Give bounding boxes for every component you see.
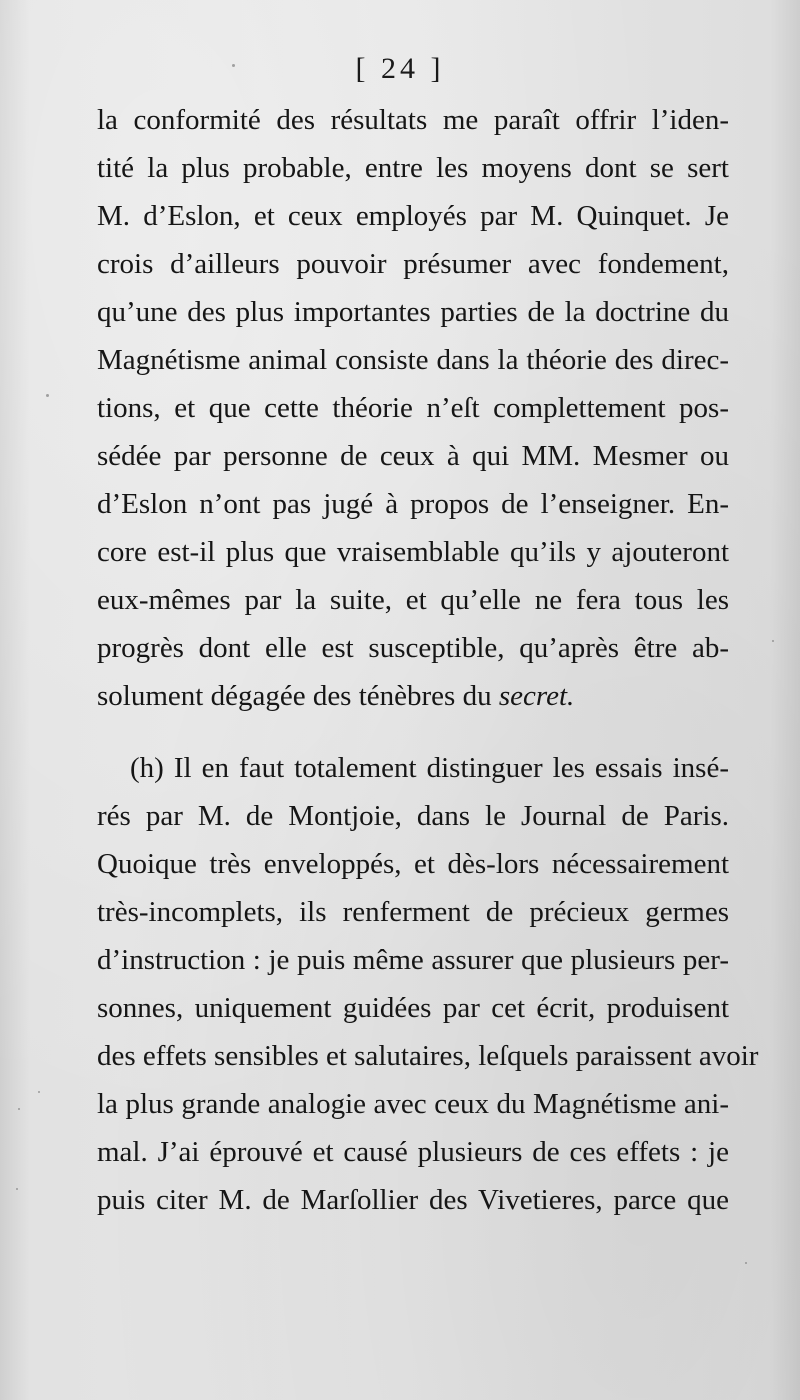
paper-speck — [18, 1108, 20, 1110]
text-line: qu’une des plus importantes parties de la doctrine du — [97, 296, 729, 328]
text-line: d’instruction : je puis même assurer que plusieurs per- — [97, 944, 729, 976]
text-line: tité la plus probable, entre les moyens dont se sert — [97, 152, 729, 184]
text-line: Quoique très enveloppés, et dès-lors nécessairement — [97, 848, 729, 880]
text-line: Magnétisme animal consiste dans la théorie des direc- — [97, 344, 729, 376]
text-segment: solument dégagée des ténèbres du — [97, 680, 499, 712]
text-line: eux-mêmes par la suite, et qu’elle ne fera tous les — [97, 584, 729, 616]
text-line: rés par M. de Montjoie, dans le Journal de Paris. — [97, 800, 729, 832]
text-line-last — [97, 673, 729, 719]
paper-speck — [46, 394, 49, 397]
text-line: core est-il plus que vraisemblable qu’ils y ajouteront — [97, 536, 729, 568]
paper-speck — [745, 1262, 747, 1264]
text-line: d’Eslon n’ont pas jugé à propos de l’enseigner. En- — [97, 488, 729, 520]
paper-speck — [38, 1091, 40, 1093]
paper-speck — [16, 1188, 18, 1190]
italic-word-secret: secret. — [498, 680, 575, 712]
text-line: sonnes, uniquement guidées par cet écrit, produisent — [97, 992, 729, 1024]
text-line: la conformité des résultats me paraît offrir l’iden- — [97, 104, 729, 136]
page-number: [ 24 ] — [355, 52, 445, 85]
text-line: crois d’ailleurs pouvoir présumer avec fondement, — [97, 248, 729, 280]
text-line: progrès dont elle est susceptible, qu’après être ab- — [97, 632, 729, 664]
text-line: puis citer M. de Marſollier des Vivetieres, parce que — [97, 1184, 729, 1216]
text-line: la plus grande analogie avec ceux du Magnétisme ani- — [97, 1088, 729, 1120]
text-line-indent: (h) Il en faut totalement distinguer les essais insé- — [130, 752, 729, 784]
text-line: mal. J’ai éprouvé et causé plusieurs de ces effets : je — [97, 1136, 729, 1168]
text-line: tions, et que cette théorie n’eſt complettement pos- — [97, 392, 729, 424]
text-line: des effets sensibles et salutaires, leſquels paraissent avoir — [97, 1040, 759, 1072]
text-line: sédée par personne de ceux à qui MM. Mesmer ou — [97, 440, 729, 472]
text-line: M. d’Eslon, et ceux employés par M. Quinquet. Je — [97, 200, 729, 232]
paper-speck — [232, 64, 235, 67]
paper-speck — [772, 640, 774, 642]
text-line: très-incomplets, ils renferment de précieux germes — [97, 896, 729, 928]
